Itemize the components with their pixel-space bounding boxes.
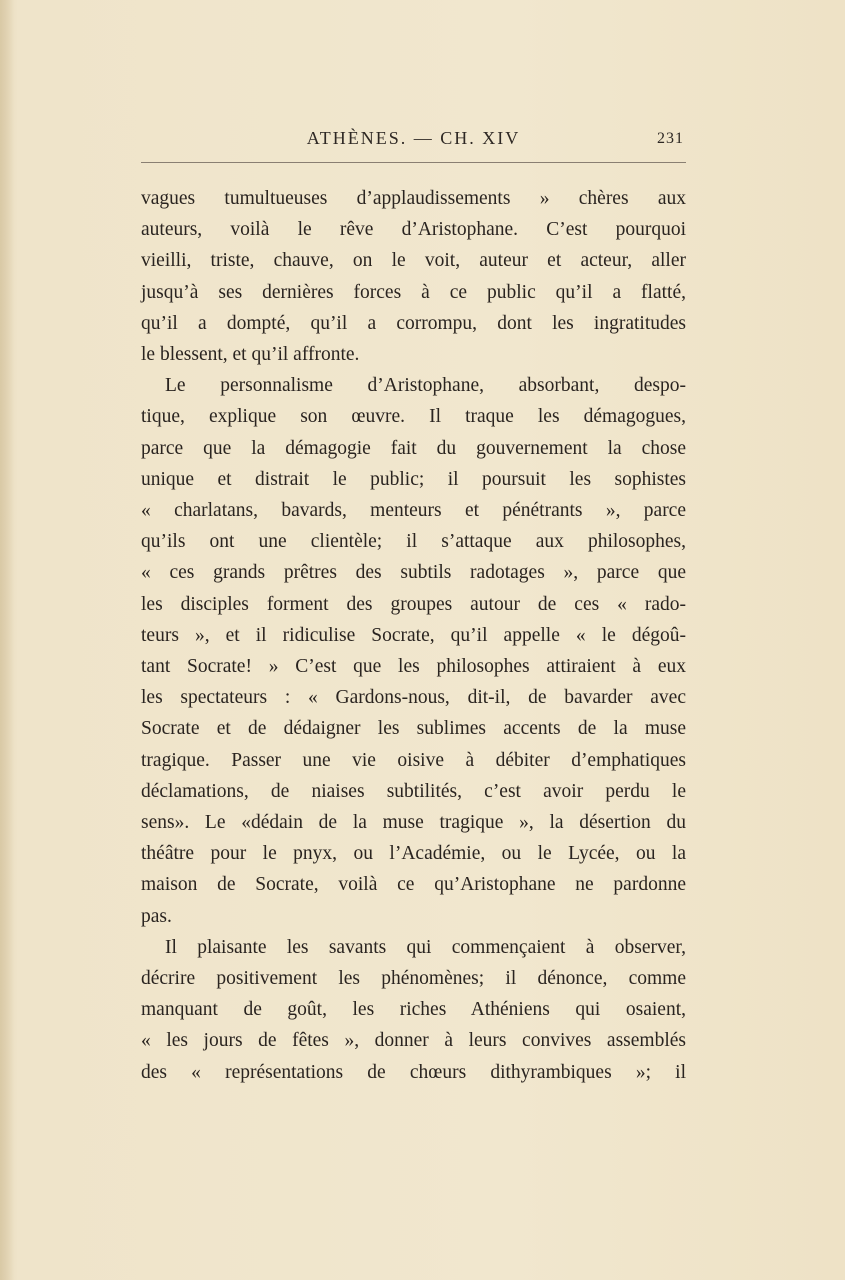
text-line: unique et distrait le public; il poursuit les sophistes — [141, 468, 686, 490]
text-line: jusqu’à ses dernières forces à ce public qu’il a flatté, — [141, 281, 686, 303]
body-text — [141, 183, 686, 1088]
paragraph-2 — [141, 370, 686, 932]
text-line: « les jours de fêtes », donner à leurs convives assemblés — [141, 1030, 686, 1052]
text-line: les disciples forment des groupes autour de ces « rado- — [141, 593, 686, 615]
text-line: parce que la démagogie fait du gouvernement la chose — [141, 437, 686, 459]
text-line: teurs », et il ridiculise Socrate, qu’il appelle « le dégoû- — [141, 624, 686, 646]
text-line: Il plaisante les savants qui commençaient à observer, — [165, 936, 686, 958]
text-line: théâtre pour le pnyx, ou l’Académie, ou le Lycée, ou la — [141, 843, 686, 865]
text-line: des « représentations de chœurs dithyrambiques »; il — [141, 1061, 686, 1083]
text-line: les spectateurs : « Gardons-nous, dit-il, de bavarder avec — [141, 687, 686, 709]
paragraph-3 — [141, 932, 686, 1088]
text-line: Socrate et de dédaigner les sublimes accents de la muse — [141, 718, 686, 740]
text-line: qu’ils ont une clientèle; il s’attaque aux philosophes, — [141, 531, 686, 553]
text-line: décrire positivement les phénomènes; il dénonce, comme — [141, 968, 686, 990]
text-line: vieilli, triste, chauve, on le voit, auteur et acteur, aller — [141, 250, 686, 272]
text-line: tique, explique son œuvre. Il traque les démagogues, — [141, 406, 686, 428]
page-gutter-shadow — [0, 0, 14, 1280]
running-title: ATHÈNES. — CH. XIV — [306, 128, 521, 148]
text-line: vagues tumultueuses d’applaudissements » chères aux — [141, 188, 686, 209]
text-line: maison de Socrate, voilà ce qu’Aristophane ne pardonne — [141, 874, 686, 896]
text-line: sens». Le «dédain de la muse tragique », la désertion du — [141, 812, 686, 834]
page-number: 231 — [657, 130, 684, 147]
text-line: pas. — [141, 905, 172, 927]
text-line: tant Socrate! » C’est que les philosophes attiraient à eux — [141, 656, 686, 678]
text-line: déclamations, de niaises subtilités, c’est avoir perdu le — [141, 780, 686, 802]
text-line: tragique. Passer une vie oisive à débiter d’emphatiques — [141, 749, 686, 771]
text-line: « ces grands prêtres des subtils radotages », parce que — [141, 562, 686, 584]
text-line: le blessent, et qu’il affronte. — [141, 344, 360, 366]
text-line: auteurs, voilà le rêve d’Aristophane. C’est pourquoi — [141, 219, 686, 241]
header-rule — [141, 162, 686, 163]
paragraph-1 — [141, 183, 686, 370]
text-line: manquant de goût, les riches Athéniens qui osaient, — [141, 999, 686, 1021]
text-line: qu’il a dompté, qu’il a corrompu, dont les ingratitudes — [141, 312, 686, 334]
running-header — [141, 128, 686, 154]
text-line: Le personnalisme d’Aristophane, absorbant, despo- — [165, 375, 686, 397]
text-line: « charlatans, bavards, menteurs et pénétrants », parce — [141, 500, 686, 522]
